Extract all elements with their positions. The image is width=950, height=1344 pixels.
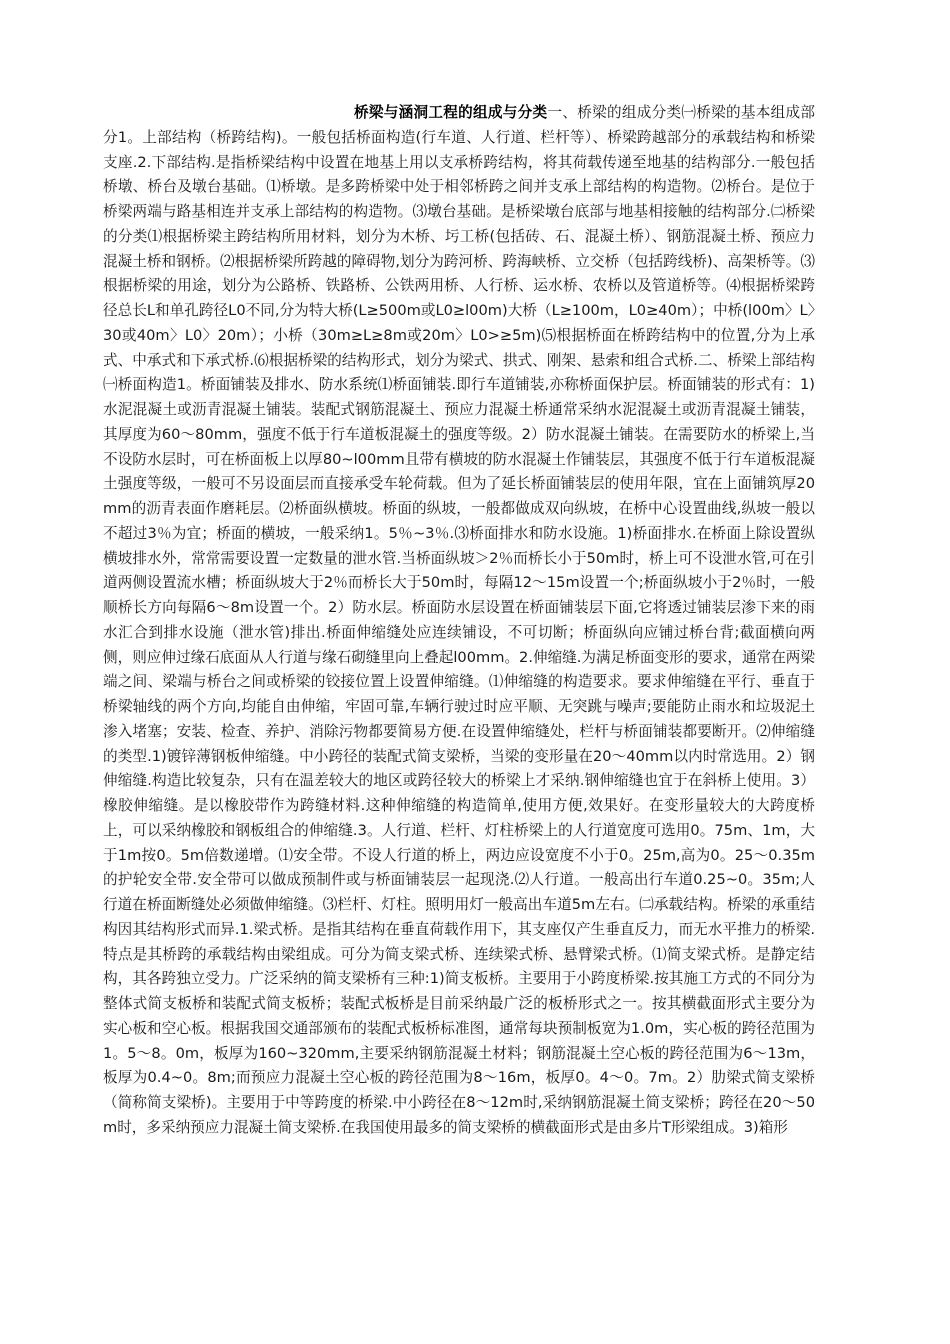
document-title: 桥梁与涵洞工程的组成与分类: [354, 104, 548, 121]
document-body-text: 一、桥梁的组成分类㈠桥梁的基本组成部分1。上部结构（桥跨结构)。一般包括桥面构造(行车道、人行道、栏杆等）、桥梁跨越部分的承载结构和桥梁支座.2.下部结构.是指桥梁结构中设置在地基上用以支承桥跨结构，将其荷载传递至地基的结构部分.一般包括桥墩、桥台及墩台基础。⑴桥墩。是多跨桥梁中处于相邻桥跨之间并支承上部结构的构造物。⑵桥台。是位于桥梁两端与路基相连并支承上部结构的构造物。⑶墩台基础。是桥梁墩台底部与地基相接触的结构部分.㈡桥梁的分类⑴根据桥梁主跨结构所用材料，划分为木桥、圬工桥(包括砖、石、混凝土桥）、钢筋混凝土桥、预应力混凝土桥和钢桥。⑵根据桥梁所跨越的障碍物,划分为跨河桥、跨海峡桥、立交桥（包括跨线桥)、高架桥等。⑶根据桥梁的用途，划分为公路桥、铁路桥、公铁两用桥、人行桥、运水桥、农桥以及管道桥等。⑷根据桥梁跨径总长L和单孔跨径L0不同,分为特大桥(L≥500m或L0≥l00m)大桥（L≥100m，L0≥40m）；中桥(l00m〉L〉30或40m〉L0〉20m）；小桥（30m≥L≥8m或20m〉L0>≥5m)⑸根据桥面在桥跨结构中的位置,分为上承式、中承式和下承式桥.⑹根据桥梁的结构形式，划分为梁式、拱式、刚架、悬索和组合式桥.二、桥梁上部结构㈠桥面构造1。桥面铺装及排水、防水系统⑴桥面铺装.即行车道铺装,亦称桥面保护层。桥面铺装的形式有：1)水泥混凝土或沥青混凝土铺装。装配式钢筋混凝土、预应力混凝土桥通常采纳水泥混凝土或沥青混凝土铺装，其厚度为60～80mm，强度不低于行车道板混凝土的强度等级。2）防水混凝土铺装。在需要防水的桥梁上,当不设防水层时，可在桥面板上以厚80~l00mm且带有横坡的防水混凝土作铺装层，其强度不低于行车道板混凝土强度等级，一般可不另设面层而直接承受车轮荷载。但为了延长桥面铺装层的使用年限，宜在上面铺筑厚20mm的沥青表面作磨耗层。⑵桥面纵横坡。桥面的纵坡，一般都做成双向纵坡，在桥中心设置曲线,纵坡一般以不超过3％为宜；桥面的横坡，一般采纳1。5％~3％.⑶桥面排水和防水设施。1)桥面排水.在桥面上除设置纵横坡排水外，常常需要设置一定数量的泄水管.当桥面纵坡＞2％而桥长小于50m时，桥上可不设泄水管,可在引道两侧设置流水槽；桥面纵坡大于2％而桥长大于50m时，每隔12～15m设置一个;桥面纵坡小于2％时，一般顺桥长方向每隔6～8m设置一个。2）防水层。桥面防水层设置在桥面铺装层下面,它将透过铺装层渗下来的雨水汇合到排水设施（泄水管)排出.桥面伸缩缝处应连续铺设，不可切断；桥面纵向应铺过桥台背;截面横向两侧，则应伸过缘石底面从人行道与缘石砌缝里向上叠起l00mm。2.伸缩缝.为满足桥面变形的要求，通常在两梁端之间、梁端与桥台之间或桥梁的铰接位置上设置伸缩缝。⑴伸缩缝的构造要求。要求伸缩缝在平行、垂直于桥梁轴线的两个方向,均能自由伸缩，牢固可靠,车辆行驶过时应平顺、无突跳与噪声;要能防止雨水和垃圾泥土渗入堵塞；安装、检查、养护、消除污物都要简易方便.在设置伸缩缝处，栏杆与桥面铺装都要断开。⑵伸缩缝的类型.1)镀锌薄钢板伸缩缝。中小跨径的装配式简支梁桥，当梁的变形量在20～40mm以内时常选用。2）钢伸缩缝.构造比较复杂，只有在温差较大的地区或跨径较大的桥梁上才采纳.钢伸缩缝也宜于在斜桥上使用。3）橡胶伸缩缝。是以橡胶带作为跨缝材料.这种伸缩缝的构造简单,使用方便,效果好。在变形量较大的大跨度桥上，可以采纳橡胶和钢板组合的伸缩缝.3。人行道、栏杆、灯柱桥梁上的人行道宽度可选用0。75m、1m，大于1m按0。5m倍数递增。⑴安全带。不设人行道的桥上，两边应设宽度不小于0。25m,高为0。25～0.35m的护轮安全带.安全带可以做成预制件或与桥面铺装层一起现浇.⑵人行道。一般高出行车道0.25~0。35m;人行道在桥面断缝处必须做伸缩缝。⑶栏杆、灯柱。照明用灯一般高出车道5m左右。㈡承载结构。桥梁的承重结构因其结构形式而异.1.梁式桥。是指其结构在垂直荷载作用下，其支座仅产生垂直反力，而无水平推力的桥梁.特点是其桥跨的承载结构由梁组成。可分为简支梁式桥、连续梁式桥、悬臂梁式桥。⑴简支梁式桥。是静定结构，其各跨独立受力。广泛采纳的简支梁桥有三种:1)简支板桥。主要用于小跨度桥梁.按其施工方式的不同分为整体式简支板桥和装配式简支板桥；装配式板桥是目前采纳最广泛的板桥形式之一。按其横截面形式主要分为实心板和空心板。根据我国交通部颁布的装配式板桥标准图，通常每块预制板宽为1.0m，实心板的跨径范围为1。5～8。0m，板厚为160~320mm,主要采纳钢筋混凝土材料；钢筋混凝土空心板的跨径范围为6～13m，板厚为0.4~0。8m;而预应力混凝土空心板的跨径范围为8～16m，板厚0。4～0。7m。2）肋梁式简支梁桥（简称简支梁桥)。主要用于中等跨度的桥梁.中小跨径在8～12m时,采纳钢筋混凝土简支梁桥；跨径在20～50m时，多采纳预应力混凝土简支梁桥.在我国使用最多的简支梁桥的横截面形式是由多片T形梁组成。3)箱形: [103, 104, 816, 1136]
document-paragraph: [103, 101, 815, 1141]
